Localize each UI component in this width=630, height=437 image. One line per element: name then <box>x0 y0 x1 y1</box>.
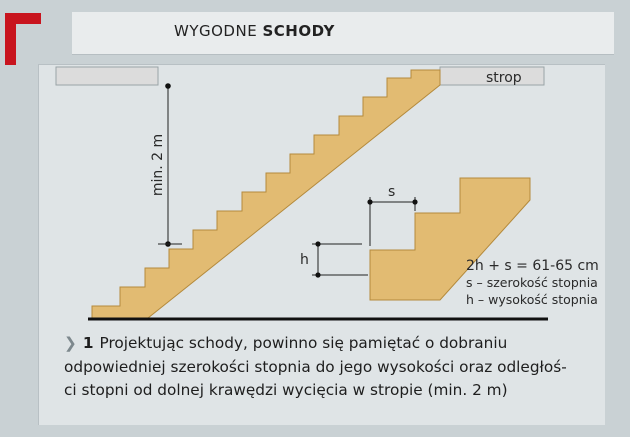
riser-symbol: h <box>300 252 309 268</box>
ceiling-label: strop <box>486 70 522 86</box>
caption-line-3: ci stopni od dolnej krawędzi wycięcia w stropie (min. 2 m) <box>64 381 508 399</box>
riser-dot-top <box>315 241 320 246</box>
caption-line-1 <box>64 332 604 356</box>
chevron-right-icon: ❯ <box>64 334 77 352</box>
title-light: WYGODNE <box>174 22 258 40</box>
caption-text <box>64 332 604 403</box>
caption-line-2: odpowiedniej szerokości stopnia do jego wysokości oraz odległoś- <box>64 357 567 376</box>
min-height-label: min. 2 m <box>150 133 166 197</box>
dimension-dot-top <box>165 83 171 89</box>
tread-dot-right <box>412 199 417 204</box>
caption-number: 1 <box>82 334 94 352</box>
ceiling-slab-left <box>56 67 158 85</box>
riser-dot-bottom <box>315 272 320 277</box>
caption-line-1-text: Projektując schody, powinno się pamiętać o dobraniu <box>99 334 508 352</box>
tread-symbol: s <box>388 184 396 200</box>
legend-tread: s – szerokość stopnia <box>466 275 598 290</box>
formula-text: 2h + s = 61-65 cm <box>466 258 599 274</box>
tread-dot-left <box>367 199 372 204</box>
title-bold: SCHODY <box>262 22 335 40</box>
legend-riser: h – wysokość stopnia <box>466 292 598 307</box>
